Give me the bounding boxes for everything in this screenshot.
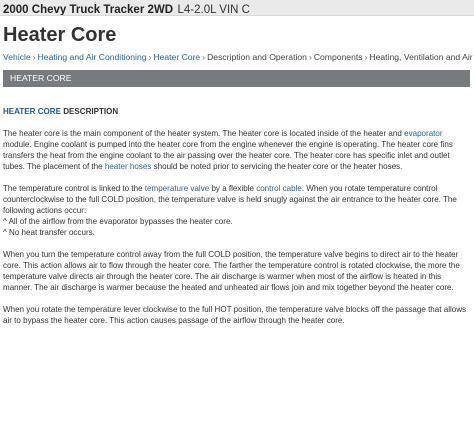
paragraph-text: . When you rotate temperature control counterclockwise to the full COLD position, the temperature valve is held snugly against the air entrance to the heater core. The following actions occur: xyxy=(3,184,457,215)
list-item: ^ No heat transfer occurs. xyxy=(3,228,95,237)
breadcrumb-separator-icon: › xyxy=(364,52,368,62)
paragraph-full-hot-position: When you rotate the temperature lever clockwise to the full HOT position, the temperature valve blocks off the passage that allows air to bypass the heater core. This action causes passage of the airflow through the heater core. xyxy=(3,305,467,325)
description-title-keyword: HEATER CORE xyxy=(3,107,61,116)
breadcrumb-heater-core[interactable]: Heater Core xyxy=(153,52,201,62)
breadcrumb-separator-icon: › xyxy=(308,52,312,62)
link-temperature-valve[interactable]: temperature valve xyxy=(144,184,210,193)
breadcrumb-heating-and-air-conditioning[interactable]: Heating and Air Conditioning xyxy=(37,52,147,62)
link-control-cable[interactable]: control cable xyxy=(256,184,302,193)
list-item: ^ All of the airflow from the evaporator bypasses the heater core. xyxy=(3,217,233,226)
link-heater-hoses[interactable]: heater hoses xyxy=(104,162,152,171)
paragraph-text: by a flexible xyxy=(209,184,257,193)
description-title-rest: DESCRIPTION xyxy=(60,107,119,116)
vehicle-engine: L4-2.0L VIN C xyxy=(177,4,250,16)
breadcrumb-separator-icon: › xyxy=(202,52,206,62)
paragraph-heater-core xyxy=(3,128,470,172)
breadcrumb-separator-icon: › xyxy=(148,52,152,62)
vehicle-bar xyxy=(0,0,474,16)
paragraph-text: should be noted prior to servicing the heater core or the heater hoses. xyxy=(151,162,403,171)
vehicle-title: 2000 Chevy Truck Tracker 2WD xyxy=(3,4,174,16)
breadcrumb xyxy=(3,51,474,63)
paragraph-temperature-control xyxy=(3,183,470,216)
paragraph-text: module. Engine coolant is pumped into the heater core from the engine whenever the engine is operating. The heater core fins transfers the heat from the engine coolant to the air passing over the heater core. The heater core has specific inlet and outlet tubes. The placement of the xyxy=(3,140,453,171)
section-header: HEATER CORE xyxy=(3,70,470,87)
link-evaporator[interactable]: evaporator xyxy=(404,129,443,138)
article-content xyxy=(3,106,470,337)
paragraph-temperature-valve-operation: When you turn the temperature control away from the full COLD position, the temperature valve begins to direct air to the heater core. This action allows air to flow through the heater core. The farther the temperature control is rotated clockwise, the more the temperature valve directs air through the heater core. The air discharge is warmer when most of the airflow is heated in this manner. The air discharge is warmer because the heated and unheated air flows join and mix together beyond the heater core. xyxy=(3,250,460,292)
paragraph-text: The temperature control is linked to the xyxy=(3,184,145,193)
page-title: Heater Core xyxy=(3,24,117,46)
breadcrumb-separator-icon: › xyxy=(32,52,36,62)
breadcrumb-vehicle[interactable]: Vehicle xyxy=(3,52,31,62)
breadcrumb-heating-ventilation-and-air: Heating, Ventilation and Air xyxy=(369,52,473,62)
paragraph-text: The heater core is the main component of the heater system. The heater core is located inside of the heater and xyxy=(3,129,405,138)
breadcrumb-description-and-operation: Description and Operation xyxy=(207,52,307,62)
breadcrumb-components: Components xyxy=(313,52,363,62)
description-title xyxy=(3,106,470,117)
